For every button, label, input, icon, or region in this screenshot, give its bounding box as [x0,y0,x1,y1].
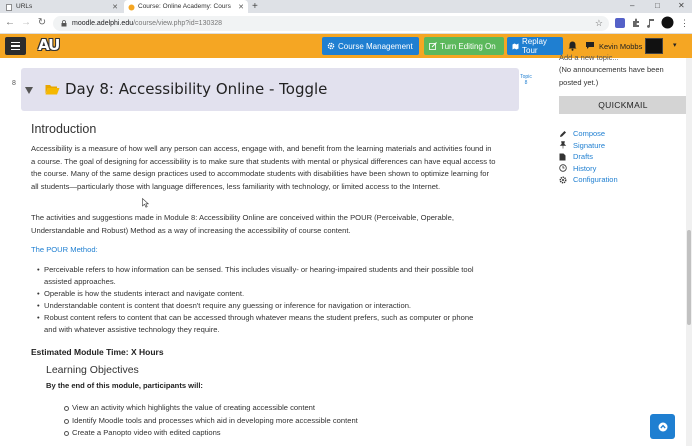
quickmail-label: History [573,163,597,173]
hamburger-menu-button[interactable] [5,37,26,55]
close-window-button[interactable]: ✕ [678,1,685,10]
topic-link-number: 8 [524,80,528,86]
main-content [0,53,692,446]
quickmail-list [559,128,618,186]
reload-icon[interactable]: ↻ [37,17,47,28]
replay-tour-button[interactable] [507,37,563,55]
clock-icon [559,164,569,172]
file-icon [559,153,569,161]
section-title: Day 8: Accessibility Online - Toggle [65,80,328,98]
turn-editing-on-button[interactable] [424,37,504,55]
section-header[interactable] [21,68,519,111]
list-item: • Perceivable refers to how information can be sensed. This includes visually- or hearing-impaired students and their possible tool assisted approaches. [37,264,487,288]
gear-icon [559,176,569,184]
chat-bubble-icon[interactable] [585,41,595,52]
edit-icon [429,42,437,50]
add-topic-link[interactable]: Add a new topic... [559,53,619,62]
user-avatar[interactable] [645,38,663,54]
announcements-text: (No announcements have been posted yet.) [559,65,664,87]
url-host: moodle.adelphi.edu [72,20,134,27]
quickmail-signature[interactable] [559,140,618,152]
objectives-list [64,402,464,440]
introduction-heading: Introduction [31,122,97,136]
profile-avatar-icon[interactable] [661,16,674,31]
list-item: • Robust content refers to content that can be accessed through whatever means the student prefers, such as computer or phone and with whatever assistive technology they require. [37,312,487,336]
quickmail-label: Compose [573,129,606,139]
site-logo[interactable]: AU [38,36,60,54]
estimated-time-heading: Estimated Module Time: X Hours [31,347,164,357]
quickmail-configuration[interactable] [559,174,618,186]
forward-arrow-icon[interactable]: → [21,17,31,28]
pour-method-heading: The POUR Method: [31,245,98,254]
pencil-icon [559,130,569,138]
chevron-up-icon [658,422,668,432]
collapse-triangle-icon[interactable] [24,85,34,95]
close-tab-icon[interactable]: ✕ [112,3,118,11]
chevron-down-icon[interactable]: ▾ [673,42,677,49]
lock-icon [61,20,67,27]
browser-menu-icon[interactable]: ⋮ [680,18,689,28]
pin-icon [559,141,569,149]
quickmail-label: Configuration [573,175,618,185]
replay-tour-label: Replay Tour [522,37,547,55]
file-icon [6,4,12,10]
tab-label: URLs [16,3,33,10]
list-item: • Operable is how the students interact and navigate content. [37,288,487,300]
quickmail-label: Drafts [573,152,594,162]
quickmail-history[interactable] [559,163,618,175]
browser-toolbar [0,13,692,34]
pour-list [37,264,487,336]
intro-paragraph: Accessibility is a measure of how well any person can access, engage with, and benefit from the learning materials and activities found in a course. The goal of designing for accessibility is to make sure that students with mental or physical differences can have equal access to the course. Many of the same design practices used to accommodate students with disabilities have been shown to optimize learning for all students—particularly those with language differences, less familiarity with technology, or limited access to the Internet. [31,144,496,191]
url-path: /course/view.php?id=130328 [133,20,223,27]
course-management-button[interactable] [322,37,419,55]
quickmail-heading: QUICKMAIL [559,96,687,114]
objectives-intro: By the end of this module, participants will: [46,381,203,390]
course-management-label: Course Management [338,41,413,51]
tab-label: Course: Online Academy: Cours [138,3,231,10]
scrollbar-thumb[interactable] [687,230,691,325]
address-bar[interactable] [53,16,609,31]
close-tab-icon[interactable]: ✕ [238,3,244,11]
gear-icon [327,42,335,50]
media-icon[interactable] [646,18,656,30]
puzzle-icon[interactable] [631,18,641,30]
extension-icon[interactable] [615,18,625,30]
list-item: • Understandable content is content that doesn't require any guessing or inference for navigation or interaction. [37,300,487,312]
bookmark-star-icon[interactable]: ☆ [594,18,603,28]
learning-objectives-heading: Learning Objectives [46,364,139,376]
map-icon [512,43,519,50]
browser-tab-urls[interactable] [2,0,122,13]
quickmail-drafts[interactable] [559,151,618,163]
minimize-button[interactable]: – [630,1,635,10]
new-tab-button[interactable]: + [252,1,258,12]
back-arrow-icon[interactable]: ← [5,17,15,28]
section-number: 8 [12,80,16,87]
maximize-button[interactable]: □ [655,1,660,10]
browser-tab-course[interactable] [124,0,248,13]
list-item: Create a Panopto video with edited captions [64,427,464,440]
folder-open-icon [45,84,60,95]
turn-editing-on-label: Turn Editing On [440,41,496,51]
module-paragraph: The activities and suggestions made in Module 8: Accessibility Online are conceived within the POUR (Perceivable, Operable, Understandable and Robust) Method as a way of increasing the accessibility of course content. [31,213,454,235]
back-to-top-button[interactable] [650,414,675,439]
announcements-block [559,53,687,89]
quickmail-label: Signature [573,140,606,150]
mouse-cursor-icon [142,198,149,210]
moodle-favicon-icon [128,4,134,10]
list-item: Identify Moodle tools and processes which aid in developing more accessible content [64,415,464,428]
topic-link-label: Topic [520,74,532,80]
quickmail-compose[interactable] [559,128,618,140]
topic-link[interactable] [520,74,532,86]
list-item: View an activity which highlights the value of creating accessible content [64,402,464,415]
browser-tab-strip [0,0,692,13]
user-name[interactable]: Kevin Mobbs [599,42,643,51]
